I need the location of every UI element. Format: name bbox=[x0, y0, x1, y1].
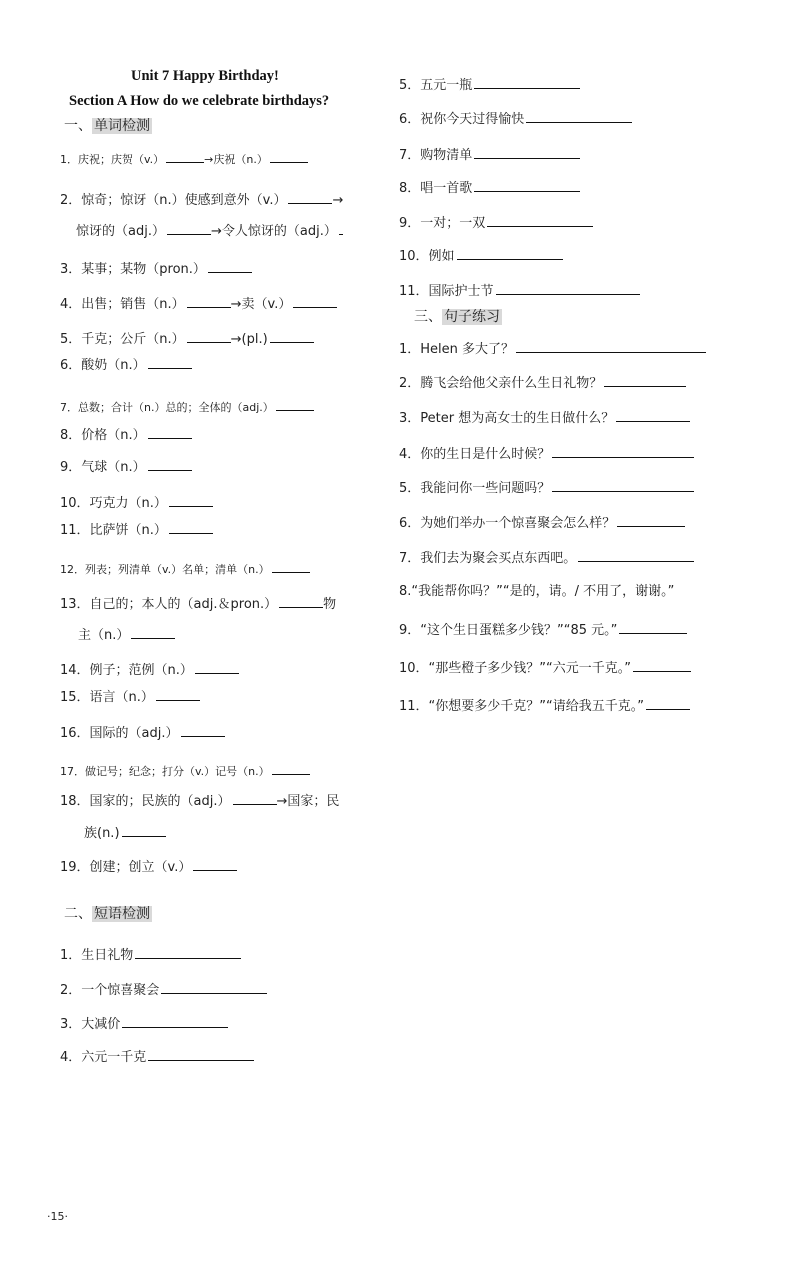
answer-blank[interactable] bbox=[122, 1015, 228, 1028]
section3-number: 三、 bbox=[414, 309, 442, 325]
vocab-item-18: 18．国家的；民族的（adj.） →国家；民 bbox=[60, 794, 340, 809]
answer-blank[interactable] bbox=[166, 150, 204, 163]
answer-blank[interactable] bbox=[148, 458, 192, 471]
answer-blank[interactable] bbox=[526, 110, 632, 123]
section3-label: 句子练习 bbox=[444, 309, 500, 325]
answer-blank[interactable] bbox=[122, 824, 166, 837]
answer-blank[interactable] bbox=[148, 1048, 254, 1061]
answer-blank[interactable] bbox=[148, 426, 192, 439]
sentence-item-6: 6．为她们举办一个惊喜聚会怎么样？ bbox=[399, 514, 685, 533]
answer-blank[interactable] bbox=[169, 521, 213, 534]
answer-blank[interactable] bbox=[516, 340, 706, 353]
vocab-item-10: 10．巧克力（n.） bbox=[60, 494, 213, 513]
vocab-item-13-cont: 主（n.） bbox=[78, 626, 175, 645]
sentence-item-1: 1．Helen 多大了？ bbox=[399, 340, 706, 359]
vocab-item-17: 17．做记号；纪念；打分（v.）记号（n.） bbox=[60, 762, 310, 781]
section1-number: 一、 bbox=[64, 118, 92, 134]
section3-heading bbox=[414, 306, 502, 326]
vocab-item-5: 5．千克；公斤（n.） →(pl.) bbox=[60, 330, 314, 349]
phrase-item-5: 5．五元一瓶 bbox=[399, 76, 580, 95]
sentence-item-7: 7．我们去为聚会买点东西吧。 bbox=[399, 549, 694, 568]
vocab-item-2-cont: 惊讶的（adj.） →令人惊讶的（adj.） bbox=[76, 222, 343, 241]
phrase-item-8: 8．唱一首歌 bbox=[399, 179, 580, 198]
vocab-item-19: 19．创建；创立（v.） bbox=[60, 858, 237, 877]
answer-blank[interactable] bbox=[195, 661, 239, 674]
phrase-item-1: 1．生日礼物 bbox=[60, 946, 241, 965]
answer-blank[interactable] bbox=[339, 222, 343, 235]
vocab-item-7: 7．总数；合计（n.）总的；全体的（adj.） bbox=[60, 398, 314, 417]
answer-blank[interactable] bbox=[187, 295, 231, 308]
answer-blank[interactable] bbox=[161, 981, 267, 994]
answer-blank[interactable] bbox=[135, 946, 241, 959]
section-title: Section A How do we celebrate birthdays? bbox=[69, 93, 330, 109]
answer-blank[interactable] bbox=[474, 146, 580, 159]
phrase-item-3: 3．大减价 bbox=[60, 1015, 228, 1034]
phrase-item-6: 6．祝你今天过得愉快 bbox=[399, 110, 632, 129]
answer-blank[interactable] bbox=[474, 179, 580, 192]
answer-blank[interactable] bbox=[616, 409, 690, 422]
sentence-item-8: 8.“我能帮你吗？”“是的，请。/ 不用了，谢谢。” bbox=[399, 584, 675, 599]
sentence-item-2: 2．腾飞会给他父亲什么生日礼物？ bbox=[399, 374, 686, 393]
answer-blank[interactable] bbox=[233, 792, 277, 805]
answer-blank[interactable] bbox=[487, 214, 593, 227]
answer-blank[interactable] bbox=[193, 858, 237, 871]
answer-blank[interactable] bbox=[131, 626, 175, 639]
answer-blank[interactable] bbox=[552, 479, 694, 492]
section2-label: 短语检测 bbox=[94, 906, 150, 922]
answer-blank[interactable] bbox=[617, 514, 685, 527]
phrase-item-9: 9．一对；一双 bbox=[399, 214, 593, 233]
vocab-item-1: 1．庆祝；庆贺（v.） →庆祝（n.） bbox=[60, 150, 308, 169]
phrase-item-7: 7．购物清单 bbox=[399, 146, 580, 165]
vocab-item-18-cont: 族(n.) bbox=[84, 824, 166, 843]
vocab-item-9: 9．气球（n.） bbox=[60, 458, 192, 477]
answer-blank[interactable] bbox=[272, 560, 310, 573]
answer-blank[interactable] bbox=[148, 356, 192, 369]
section2-heading bbox=[64, 903, 152, 923]
answer-blank[interactable] bbox=[167, 222, 211, 235]
answer-blank[interactable] bbox=[496, 282, 640, 295]
page-number: ·15· bbox=[47, 1210, 68, 1223]
answer-blank[interactable] bbox=[552, 445, 694, 458]
answer-blank[interactable] bbox=[169, 494, 213, 507]
answer-blank[interactable] bbox=[279, 595, 323, 608]
answer-blank[interactable] bbox=[270, 330, 314, 343]
vocab-item-14: 14．例子；范例（n.） bbox=[60, 661, 239, 680]
phrase-item-4: 4．六元一千克 bbox=[60, 1048, 254, 1067]
answer-blank[interactable] bbox=[272, 762, 310, 775]
section2-number: 二、 bbox=[64, 906, 92, 922]
vocab-item-6: 6．酸奶（n.） bbox=[60, 356, 192, 375]
phrase-item-10: 10．例如 bbox=[399, 247, 563, 266]
sentence-item-10: 10．“那些橙子多少钱？”“六元一千克。” bbox=[399, 659, 691, 678]
vocab-item-2: 2．惊奇；惊讶（n.）使感到意外（v.） → bbox=[60, 193, 344, 208]
answer-blank[interactable] bbox=[270, 150, 308, 163]
section1-heading bbox=[64, 115, 152, 135]
answer-blank[interactable] bbox=[604, 374, 686, 387]
answer-blank[interactable] bbox=[187, 330, 231, 343]
answer-blank[interactable] bbox=[288, 191, 332, 204]
sentence-item-4: 4．你的生日是什么时候？ bbox=[399, 445, 694, 464]
answer-blank[interactable] bbox=[578, 549, 694, 562]
answer-blank[interactable] bbox=[646, 697, 690, 710]
answer-blank[interactable] bbox=[619, 621, 687, 634]
sentence-item-3: 3．Peter 想为高女士的生日做什么？ bbox=[399, 409, 690, 428]
answer-blank[interactable] bbox=[633, 659, 691, 672]
section1-label: 单词检测 bbox=[94, 118, 150, 134]
vocab-item-16: 16．国际的（adj.） bbox=[60, 724, 225, 743]
vocab-item-12: 12．列表；列清单（v.）名单；清单（n.） bbox=[60, 560, 310, 579]
unit-title: Unit 7 Happy Birthday! bbox=[131, 68, 279, 84]
phrase-item-11: 11．国际护士节 bbox=[399, 282, 640, 301]
sentence-item-9: 9．“这个生日蛋糕多少钱？”“85 元。” bbox=[399, 621, 687, 640]
answer-blank[interactable] bbox=[208, 260, 252, 273]
vocab-item-15: 15．语言（n.） bbox=[60, 688, 200, 707]
vocab-item-13: 13．自己的；本人的（adj.＆pron.） 物 bbox=[60, 597, 337, 612]
vocab-item-3: 3．某事；某物（pron.） bbox=[60, 260, 252, 279]
answer-blank[interactable] bbox=[293, 295, 337, 308]
vocab-item-11: 11．比萨饼（n.） bbox=[60, 521, 213, 540]
answer-blank[interactable] bbox=[156, 688, 200, 701]
vocab-item-8: 8．价格（n.） bbox=[60, 426, 192, 445]
vocab-item-4: 4．出售；销售（n.） →卖（v.） bbox=[60, 295, 337, 314]
answer-blank[interactable] bbox=[474, 76, 580, 89]
sentence-item-11: 11．“你想要多少千克？”“请给我五千克。” bbox=[399, 697, 690, 716]
phrase-item-2: 2．一个惊喜聚会 bbox=[60, 981, 267, 1000]
answer-blank[interactable] bbox=[457, 247, 563, 260]
answer-blank[interactable] bbox=[276, 398, 314, 411]
sentence-item-5: 5．我能问你一些问题吗？ bbox=[399, 479, 694, 498]
answer-blank[interactable] bbox=[181, 724, 225, 737]
